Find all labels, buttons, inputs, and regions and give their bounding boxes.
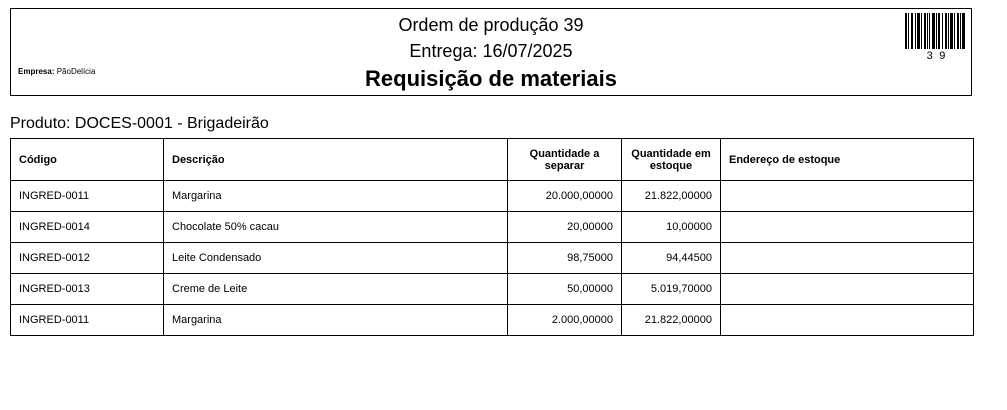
company-label: Empresa:: [18, 67, 55, 76]
cell-qty-separate: 2.000,00000: [508, 305, 622, 336]
cell-code: INGRED-0014: [11, 212, 164, 243]
barcode-icon: [905, 13, 965, 49]
cell-description: Creme de Leite: [164, 274, 508, 305]
cell-address: [721, 243, 974, 274]
table-row: [11, 212, 974, 243]
cell-description: Leite Condensado: [164, 243, 508, 274]
page-title: Requisição de materiais: [365, 66, 617, 91]
column-header-qty-stock: Quantidade em estoque: [622, 139, 721, 181]
company-name: PãoDelícia: [56, 67, 96, 76]
document-header: [10, 8, 972, 96]
production-order-number: Ordem de produção 39: [398, 15, 584, 35]
cell-description: Chocolate 50% cacau: [164, 212, 508, 243]
cell-description: Margarina: [164, 181, 508, 212]
column-header-code: Código: [11, 139, 164, 181]
column-header-qty-separate: Quantidade a separar: [508, 139, 622, 181]
cell-qty-stock: 21.822,00000: [622, 181, 721, 212]
cell-qty-separate: 50,00000: [508, 274, 622, 305]
column-header-description: Descrição: [164, 139, 508, 181]
delivery-date: Entrega: 16/07/2025: [409, 41, 573, 61]
cell-qty-stock: 5.019,70000: [622, 274, 721, 305]
cell-qty-separate: 98,75000: [508, 243, 622, 274]
product-title: Produto: DOCES-0001 - Brigadeirão: [10, 115, 269, 132]
cell-qty-separate: 20,00000: [508, 212, 622, 243]
cell-code: INGRED-0011: [11, 305, 164, 336]
table-row: [11, 243, 974, 274]
barcode-number: 39: [926, 51, 952, 63]
cell-qty-separate: 20.000,00000: [508, 181, 622, 212]
cell-code: INGRED-0013: [11, 274, 164, 305]
cell-address: [721, 274, 974, 305]
materials-table: [10, 138, 974, 336]
cell-description: Margarina: [164, 305, 508, 336]
table-header-row: [11, 139, 974, 181]
cell-address: [721, 212, 974, 243]
cell-code: INGRED-0011: [11, 181, 164, 212]
company-info: [18, 67, 95, 76]
cell-qty-stock: 10,00000: [622, 212, 721, 243]
table-row: [11, 305, 974, 336]
cell-address: [721, 181, 974, 212]
cell-code: INGRED-0012: [11, 243, 164, 274]
cell-qty-stock: 21.822,00000: [622, 305, 721, 336]
column-header-address: Endereço de estoque: [721, 139, 974, 181]
cell-qty-stock: 94,44500: [622, 243, 721, 274]
cell-address: [721, 305, 974, 336]
table-row: [11, 181, 974, 212]
table-row: [11, 274, 974, 305]
